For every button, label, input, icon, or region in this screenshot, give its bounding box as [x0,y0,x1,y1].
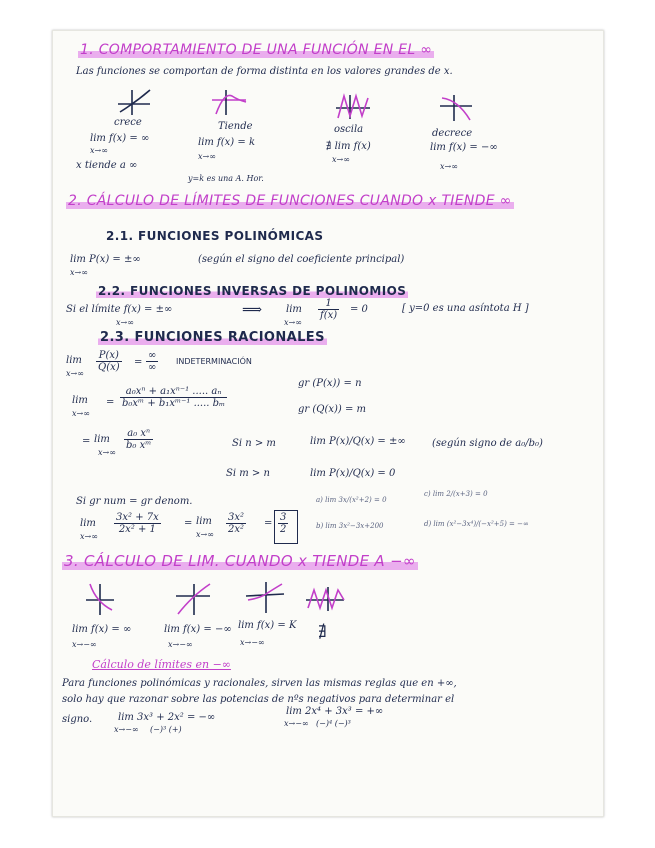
left-limit-4: ∄ [318,622,327,641]
inverse-implies-arrow: ⟹ [242,302,263,318]
lead-ratio-den: b₀ xᵐ [126,440,152,451]
graph-sub-oscila: x→∞ [332,155,350,164]
example-lead-num: 3x² [228,512,245,523]
example-lead-ratio [226,512,246,535]
graph-sub-crece: x→∞ [90,146,108,155]
graph-note-tiende: y=k es una A. Hor. [188,174,264,183]
poly-ratio [120,386,227,409]
left-oscillating-curve-icon [306,586,346,612]
neg-inf-example-1-sub: x→−∞ [114,725,139,734]
graph-limit-decrece: lim f(x) = −∞ [430,142,498,153]
left-limit-2: lim f(x) = −∞ [164,624,232,635]
mini-example-c: c) lim 2/(x+3) = 0 [424,490,488,498]
left-limit-3-sub: x→−∞ [240,638,265,647]
example-result-box [274,510,298,544]
graph-limit-crece: lim f(x) = ∞ [90,133,150,144]
subsection-2-2-title: 2.2. FUNCIONES INVERSAS DE POLINOMIOS [98,284,407,298]
example-result-den: 2 [280,524,287,535]
section-1-title: 1. COMPORTAMIENTO DE UNA FUNCIÓN EN EL ∞ [80,42,433,58]
graph-sub-decrece: x→∞ [440,162,458,171]
inverse-note: [ y=0 es una asíntota H ] [402,303,529,314]
equals-sign: = [106,397,115,408]
graph-label-tiende: Tiende [218,121,253,132]
equals-sign: = [264,518,273,529]
section-3-title: 3. CÁLCULO DE LIM. CUANDO x TIENDE A −∞ [64,552,416,570]
inverse-lim-sub: x→∞ [284,318,302,327]
mini-example-b: b) lim 3x²−3x+200 [316,522,384,530]
graph-label-crece: crece [114,117,142,128]
poly-ratio-num: a₀xⁿ + a₁xⁿ⁻¹ ..... aₙ [120,386,227,398]
growing-curve-icon [118,88,152,116]
rational-fraction [96,350,122,373]
example-lead-sub: x→∞ [196,530,214,539]
inverse-condition-sub: x→∞ [116,318,134,327]
case-equal-degree: Si gr num = gr denom. [76,496,193,507]
graph-limit-oscila: ∄ lim f(x) [326,141,371,152]
lead-lim-sub: x→∞ [98,448,116,457]
case-n-greater-m-limit: lim P(x)/Q(x) = ±∞ [310,436,406,447]
graph-limit-tiende: lim f(x) = k [198,137,255,148]
graph-sub-tiende: x→∞ [198,152,216,161]
degree-p: gr (P(x)) = n [298,378,362,389]
inverse-fraction [318,298,339,321]
lead-lim-word: lim [94,434,110,445]
graph-note-crece: x tiende a ∞ [76,160,138,171]
example-ratio [114,512,161,535]
neg-inf-example-2-note: (−)⁴ (−)³ [316,719,351,728]
indet-fraction-num: ∞ [148,350,157,361]
subsection-2-1-title: 2.1. FUNCIONES POLINÓMICAS [106,229,324,243]
inverse-lim-word: lim [286,304,302,315]
graph-label-oscila: oscila [334,124,364,135]
rational-lim-word: lim [66,355,82,366]
lead-ratio [124,428,153,451]
rational-fraction-num: P(x) [96,350,122,362]
indet-fraction-den: ∞ [148,362,157,373]
inverse-result: = 0 [350,304,368,315]
left-decreasing-curve-icon [176,582,212,616]
degree-q: gr (Q(x)) = m [298,404,367,415]
inverse-fraction-den: f(x) [320,310,338,321]
indeterminacion-label: INDETERMINACIÓN [176,357,252,366]
mini-example-a: a) lim 3x/(x²+2) = 0 [316,496,387,504]
case-n-greater-m: Si n > m [232,438,276,449]
left-limit-1-sub: x→−∞ [72,640,97,649]
inverse-fraction-num: 1 [318,298,339,310]
paragraph-line-2: solo hay que razonar sobre las potencias de nºs negativos para determinar el [62,694,455,705]
left-limit-3: lim f(x) = K [238,620,297,631]
inverse-condition: Si el límite f(x) = ±∞ [66,304,173,315]
section-2-title: 2. CÁLCULO DE LÍMITES DE FUNCIONES CUANDO x TIENDE ∞ [68,193,512,209]
left-growing-curve-icon [86,582,116,616]
poly-lim-word: lim [72,395,88,406]
case-n-greater-m-note: (según signo de a₀/b₀) [432,438,543,449]
asymptote-curve-icon [212,88,248,116]
example-lim-sub: x→∞ [80,532,98,541]
rational-lim-sub: x→∞ [66,369,84,378]
lead-ratio-num: a₀ xⁿ [124,428,153,440]
neg-inf-example-1-note: (−)³ (+) [150,725,182,734]
example-lim-word: lim [80,518,96,529]
poly-lim-sub: x→∞ [72,409,90,418]
mini-example-d: d) lim (x²−3x⁴)/(−x²+5) = −∞ [424,520,529,528]
poly-ratio-den: b₀xᵐ + b₁xᵐ⁻¹ ..... bₘ [122,398,226,409]
example-lead-den: 2x² [228,524,245,535]
polynomial-limit: lim P(x) = ±∞ [70,254,141,265]
equals-sign: = [134,357,143,368]
decreasing-curve-icon [440,94,474,122]
example-lead-lim: lim [196,516,212,527]
paragraph-line-1: Para funciones polinómicas y racionales, sirven las mismas reglas que en +∞, [62,678,457,689]
paragraph-line-3: signo. [62,714,93,725]
graph-label-decrece: decrece [432,128,473,139]
rational-fraction-den: Q(x) [98,362,120,373]
example-ratio-den: 2x² + 1 [118,524,156,535]
example-ratio-num: 3x² + 7x [116,512,159,523]
neg-inf-example-2-sub: x→−∞ [284,719,309,728]
equals-sign: = [184,518,193,529]
polynomial-limit-sub: x→∞ [70,268,88,277]
example-result-num: 3 [280,512,287,523]
left-limit-2-sub: x→−∞ [168,640,193,649]
indet-fraction [146,350,158,373]
case-m-greater-n-limit: lim P(x)/Q(x) = 0 [310,468,396,479]
subsection-2-3-title: 2.3. FUNCIONES RACIONALES [100,330,325,345]
neg-inf-example-1: lim 3x³ + 2x² = −∞ [118,712,216,723]
polynomial-note: (según el signo del coeficiente principal) [198,254,405,265]
oscillating-curve-icon [336,94,372,120]
neg-inf-example-2: lim 2x⁴ + 3x³ = +∞ [286,706,384,717]
case-m-greater-n: Si m > n [226,468,270,479]
section-3-subtitle: Cálculo de límites en −∞ [92,658,231,671]
section-1-intro: Las funciones se comportan de forma distinta en los valores grandes de x. [76,66,453,77]
equals-sign: = [82,436,91,447]
left-limit-1: lim f(x) = ∞ [72,624,132,635]
left-asymptote-curve-icon [246,580,286,614]
